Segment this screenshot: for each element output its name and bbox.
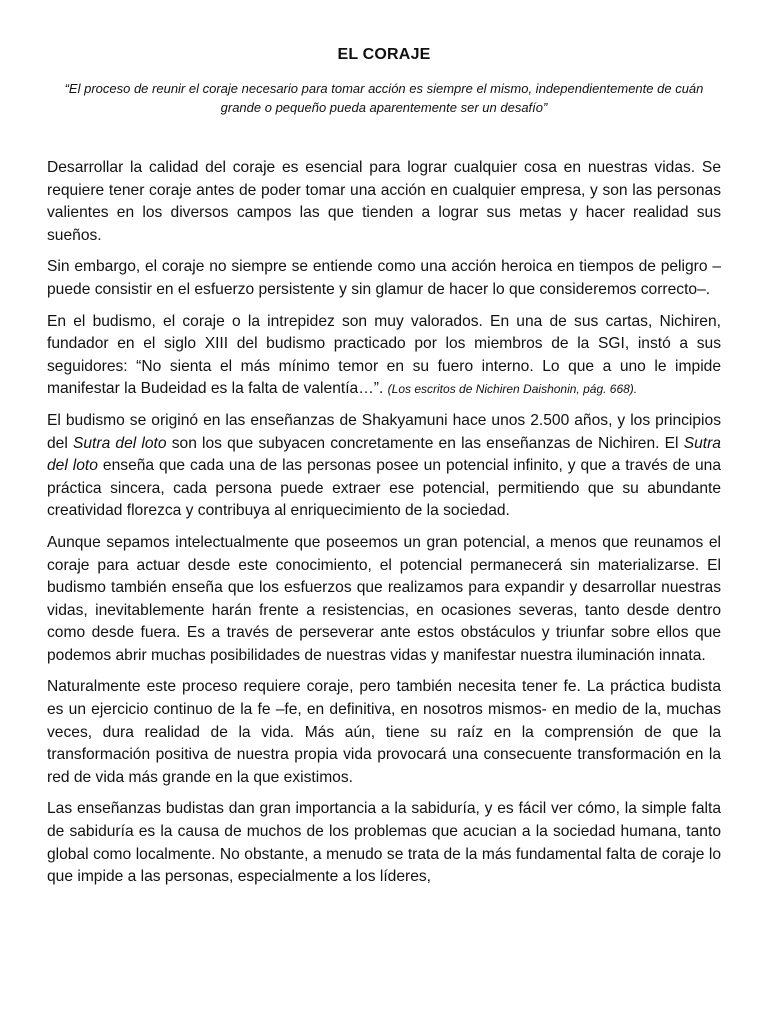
paragraph-2: Sin embargo, el coraje no siempre se entiende como una acción heroica en tiempos de peligro –puede consistir en el esfuerzo persistente y sin glamur de hacer lo que consideremos correcto–.: [47, 258, 721, 298]
paragraph-3-text: En el budismo, el coraje o la intrepidez son muy valorados. En una de sus cartas, Nichiren, fundador en el siglo XIII del budismo practicado por los miembros de la SGI, instó a sus seguidores: “No sienta el más mínimo temor en su fuero interno. Lo que a uno le impide manifestar la Budeidad es la falta de valentía…”.: [47, 312, 721, 398]
paragraph-4-text-2: son los que subyacen concretamente en las enseñanzas de Nichiren. El: [171, 434, 679, 452]
paragraph-6: Naturalmente este proceso requiere coraje, pero también necesita tener fe. La práctica budista es un ejercicio continuo de la fe –fe, en definitiva, en nosotros mismos- en medio de la, muchas veces, dura realidad de la vida. Más aún, tiene su raíz en la comprensión de que la transformación positiva de nuestra propia vida provocará una consecuente transformación en la red de vida más grande en la que existimos.: [47, 678, 721, 786]
epigraph-quote: “El proceso de reunir el coraje necesario para tomar acción es siempre el mismo, independientemente de cuán grande o pequeño pueda aparentemente ser un desafío”: [64, 81, 704, 115]
document-body: [47, 157, 721, 889]
paragraph-5: Aunque sepamos intelectualmente que poseemos un gran potencial, a menos que reunamos el coraje para actuar desde este conocimiento, el potencial permanecerá sin materializarse. El budismo también enseña que los esfuerzos que realizamos para expandir y desarrollar nuestras vidas, inevitablemente harán frente a resistencias, en ocasiones severas, tanto desde dentro como desde fuera. Es a través de perseverar ante estos obstáculos y triunfar sobre ellos que podemos abrir muchas posibilidades de nuestras vidas y manifestar nuestra iluminación innata.: [47, 533, 721, 664]
paragraph-3: [47, 311, 721, 401]
paragraph-7: Las enseñanzas budistas dan gran importancia a la sabiduría, y es fácil ver cómo, la simple falta de sabiduría es la causa de muchos de los problemas que acucian a la sociedad humana, tanto global como localmente. No obstante, a menudo se trata de la más fundamental falta de coraje lo que impide a las personas, especialmente a los líderes,: [47, 800, 721, 886]
paragraph-3-citation: (Los escritos de Nichiren Daishonin, pág. 668).: [387, 382, 638, 397]
paragraph-1: Desarrollar la calidad del coraje es esencial para lograr cualquier cosa en nuestras vidas. Se requiere tener coraje antes de poder tomar una acción en cualquier empresa, y son las personas valientes en los diversos campos las que tienden a lograr sus metas y hacer realidad sus sueños.: [47, 159, 721, 244]
paragraph-4-text-3: enseña que cada una de las personas posee un potencial infinito, y que a través de una práctica sincera, cada persona puede extraer ese potencial, permitiendo que su abundante creatividad florezca y contribuya al enriquecimiento de la sociedad.: [47, 457, 721, 520]
paragraph-4-title-2: Sutra del loto: [47, 434, 721, 475]
document-page: [47, 44, 721, 898]
paragraph-4-text-1: El budismo se originó en las enseñanzas de Shakyamuni hace unos 2.500 años, y los principios del: [47, 411, 721, 452]
paragraph-4: [47, 410, 721, 523]
paragraph-4-title-1: Sutra del loto: [72, 434, 167, 452]
document-title: EL CORAJE: [337, 46, 431, 63]
